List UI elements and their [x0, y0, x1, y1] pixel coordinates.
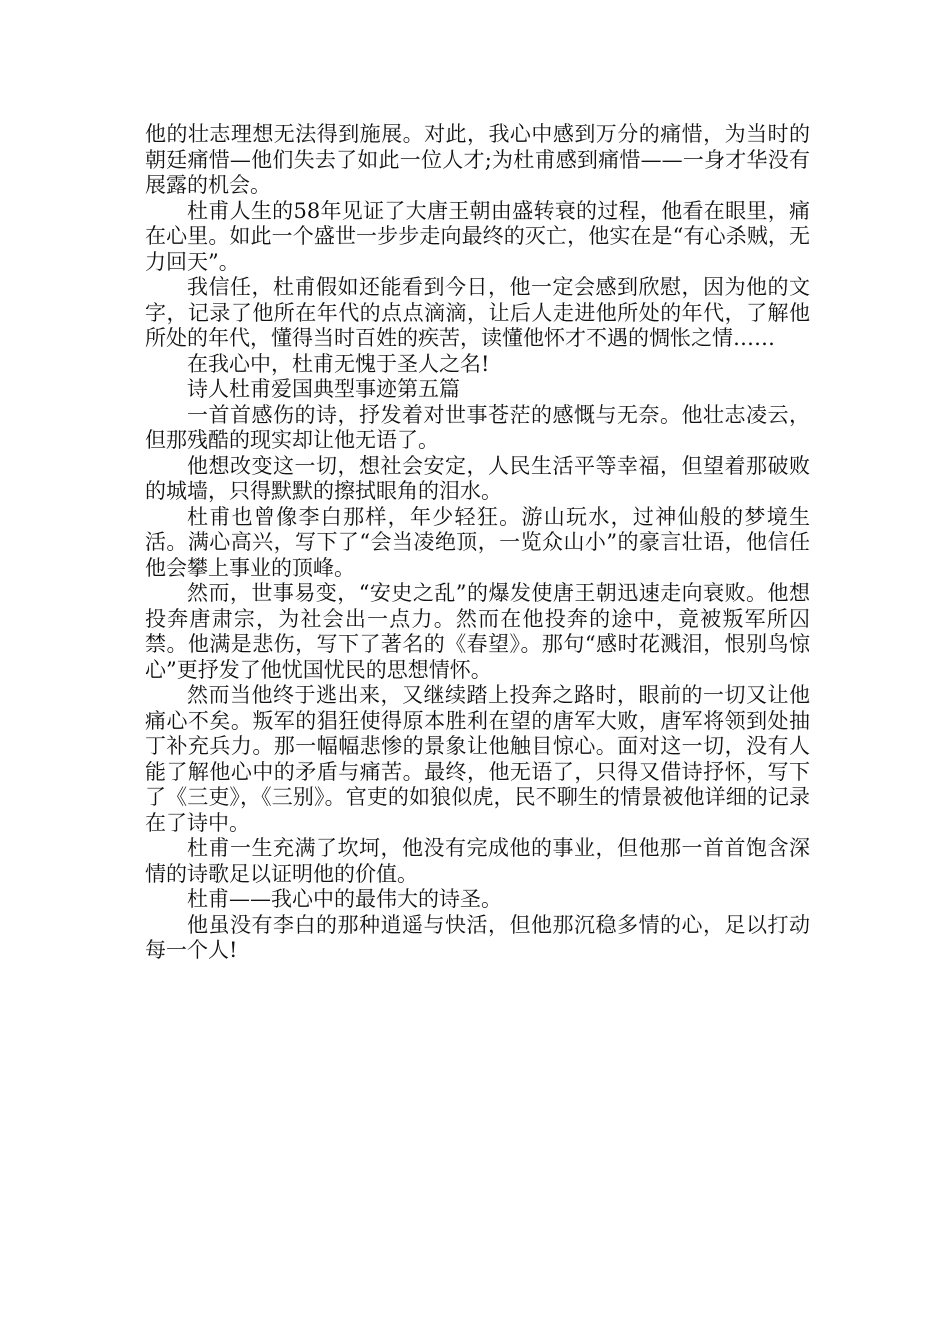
- paragraph-3: 我信任，杜甫假如还能看到今日，他一定会感到欣慰，因为他的文字，记录了他所在年代的点点滴滴，让后人走进他所处的年代，了解他所处的年代，懂得当时百姓的疾苦，读懂他怀才不遇的惆怅之情……: [145, 275, 810, 350]
- paragraph-8: 杜甫也曾像李白那样，年少轻狂。游山玩水，过神仙般的梦境生活。满心高兴，写下了“会当凌绝顶，一览众山小”的豪言壮语，他信任他会攀上事业的顶峰。: [145, 504, 810, 580]
- paragraph-2: 杜甫人生的58年见证了大唐王朝由盛转衰的过程，他看在眼里，痛在心里。如此一个盛世一步步走向最终的灭亡，他实在是“有心杀贼，无力回天”。: [145, 198, 810, 274]
- paragraph-11: 杜甫一生充满了坎坷，他没有完成他的事业，但他那一首首饱含深情的诗歌足以证明他的价值。: [145, 836, 810, 886]
- paragraph-10: 然而当他终于逃出来，又继续踏上投奔之路时，眼前的一切又让他痛心不矣。叛军的猖狂使得原本胜利在望的唐军大败，唐军将领到处抽丁补充兵力。那一幅幅悲惨的景象让他触目惊心。面对这一切，没有人能了解他心中的矛盾与痛苦。最终，他无语了，只得又借诗抒怀，写下了《三吏》，《三别》。官吏的如狼似虎，民不聊生的情景被他详细的记录在了诗中。: [145, 683, 810, 835]
- document-body: [145, 122, 810, 964]
- paragraph-1: 他的壮志理想无法得到施展。对此，我心中感到万分的痛惜，为当时的朝廷痛惜—他们失去了如此一位人才;为杜甫感到痛惜——一身才华没有展露的机会。: [145, 122, 810, 197]
- paragraph-6: 一首首感伤的诗，抒发着对世事苍茫的感慨与无奈。他壮志凌云，但那残酷的现实却让他无语了。: [145, 402, 810, 452]
- paragraph-4: 在我心中，杜甫无愧于圣人之名!: [187, 351, 490, 376]
- paragraph-13: 他虽没有李白的那种逍遥与快活，但他那沉稳多情的心，足以打动每一个人!: [145, 912, 810, 962]
- paragraph-7: 他想改变这一切，想社会安定，人民生活平等幸福，但望着那破败的城墙，只得默默的擦拭眼角的泪水。: [145, 453, 810, 503]
- paragraph-12: 杜甫——我心中的最伟大的诗圣。: [187, 887, 502, 911]
- paragraph-9: 然而，世事易变，“安史之乱”的爆发使唐王朝迅速走向衰败。他想投奔唐肃宗，为社会出一点力。然而在他投奔的途中，竟被叛军所囚禁。他满是悲伤，写下了著名的《春望》。那句“感时花溅泪，恨别鸟惊心”更抒发了他忧国忧民的思想情怀。: [145, 581, 810, 682]
- section-heading: 诗人杜甫爱国典型事迹第五篇: [187, 377, 460, 401]
